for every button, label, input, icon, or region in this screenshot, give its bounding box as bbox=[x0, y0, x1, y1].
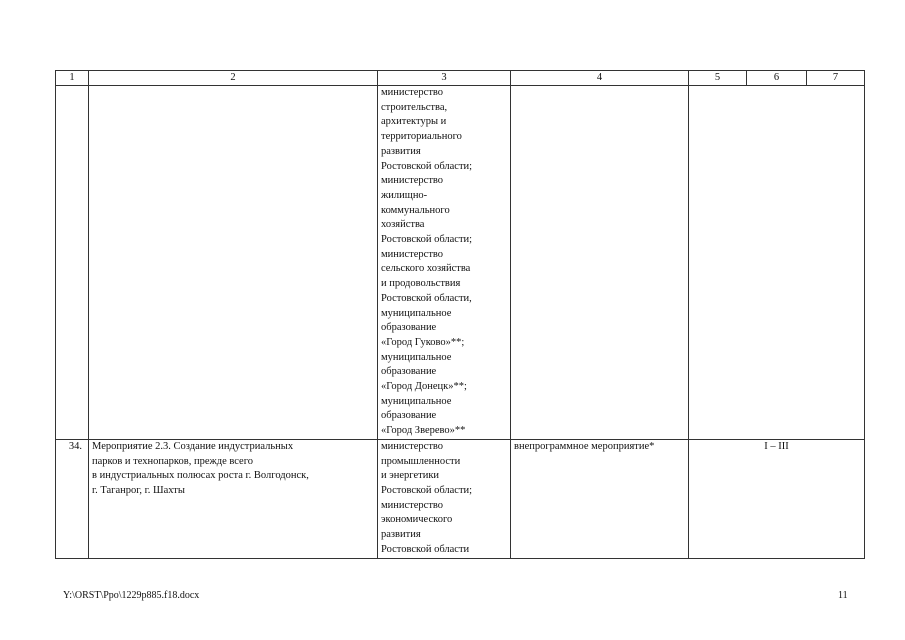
header-cell-2: 2 bbox=[89, 71, 378, 86]
header-cell-6: 6 bbox=[747, 71, 807, 86]
period-cell bbox=[689, 86, 865, 440]
footer-page-number: 11 bbox=[838, 590, 848, 601]
program-cell bbox=[511, 86, 689, 440]
row-number-cell bbox=[56, 86, 89, 440]
header-cell-1: 1 bbox=[56, 71, 89, 86]
program-cell: внепрограммное мероприятие* bbox=[511, 439, 689, 558]
header-cell-4: 4 bbox=[511, 71, 689, 86]
period-cell: I – III bbox=[689, 439, 865, 558]
event-cell: Мероприятие 2.3. Создание индустриальных парков и технопарков, прежде всего в индустриальных полюсах роста г. Волгодонск, г. Таганрог, г. Шахты bbox=[89, 439, 378, 558]
header-cell-7: 7 bbox=[807, 71, 865, 86]
event-cell bbox=[89, 86, 378, 440]
table-row-continued bbox=[56, 86, 865, 440]
row-number-cell: 34. bbox=[56, 439, 89, 558]
executor-cell: министерство строительства, архитектуры и территориального развития Ростовской области; министерство жилищно- коммунального хозяйства Ростовской области; министерство сельского хозяйства и продовольствия Ростовской области, муниципальное образование «Город Гуково»**; муниципальное образование «Город Донецк»**; муниципальное образование «Город Зверево»** bbox=[378, 86, 511, 440]
footer-file-path: Y:\ORST\Ppo\1229p885.f18.docx bbox=[63, 590, 200, 601]
program-table bbox=[55, 70, 865, 559]
header-cell-3: 3 bbox=[378, 71, 511, 86]
executor-cell: министерство промышленности и энергетики Ростовской области; министерство экономического развития Ростовской области bbox=[378, 439, 511, 558]
header-cell-5: 5 bbox=[689, 71, 747, 86]
table-header-row bbox=[56, 71, 865, 86]
table-row-34 bbox=[56, 439, 865, 558]
